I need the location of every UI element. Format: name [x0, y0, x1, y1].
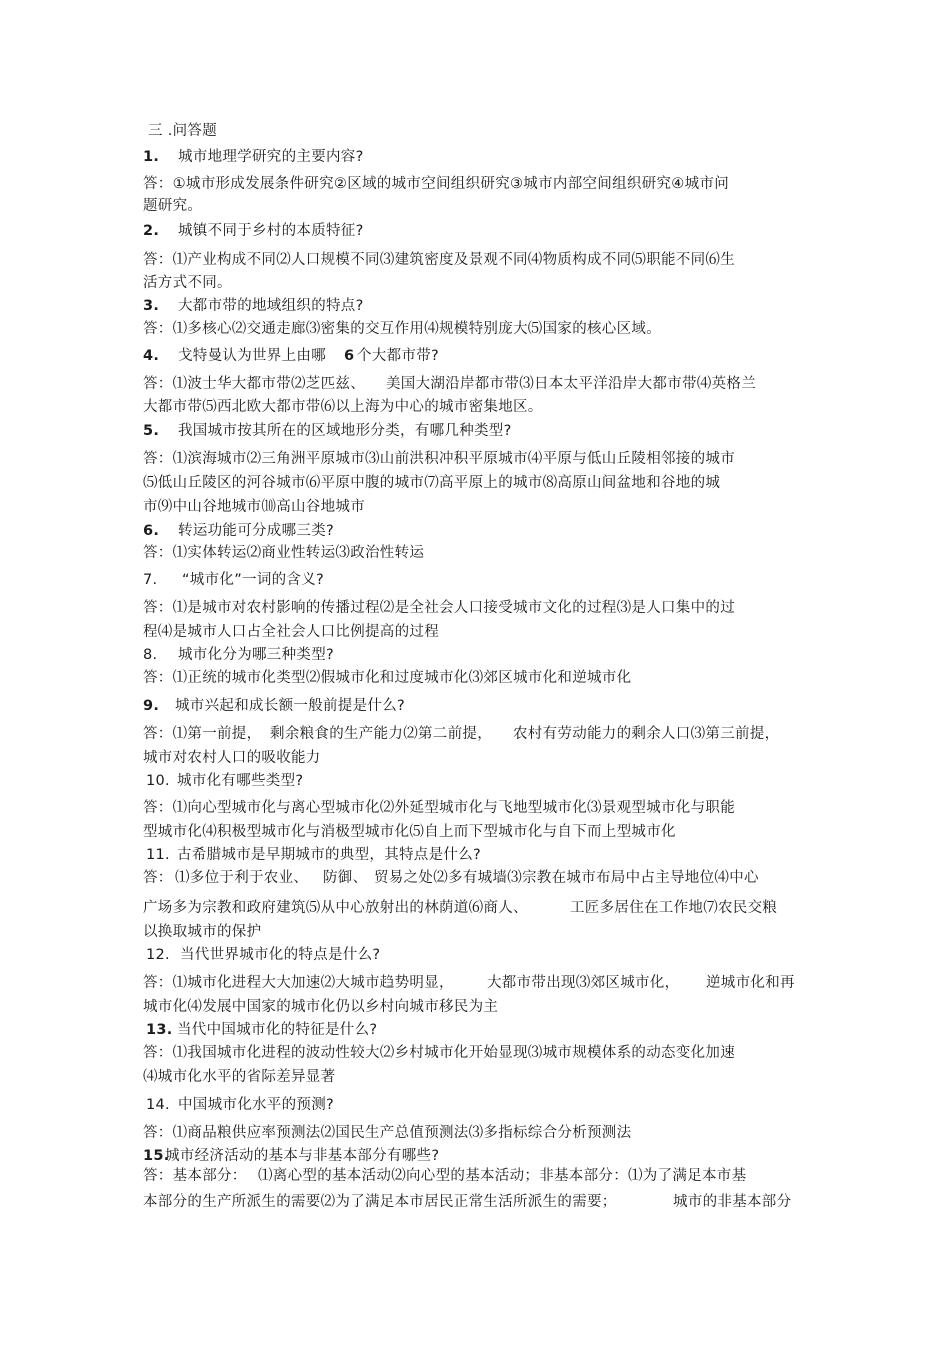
answer-segment: 工匠多居住在工作地⑺农民交粮 — [570, 900, 778, 916]
answer-line: 市⑼中山谷地城市⑽高山谷地城市 — [143, 499, 365, 515]
answer-line: 答：⑴产业构成不同⑵人口规模不同⑶建筑密度及景观不同⑷物质构成不同⑸职能不同⑹生 — [143, 252, 735, 268]
question-number: 8. — [143, 647, 158, 663]
question-number: 10. — [146, 773, 170, 789]
answer-segment: 答：⑴第一前提， — [143, 726, 262, 742]
answer-segment: 大都市带出现⑶郊区城市化， — [487, 975, 680, 991]
question-text: 当代中国城市化的特征是什么? — [177, 1022, 378, 1038]
question-text: 中国城市化水平的预测? — [178, 1097, 334, 1113]
answer-line: 答：⑴向心型城市化与离心型城市化⑵外延型城市化与飞地型城市化⑶景观型城市化与职能 — [143, 800, 735, 816]
answer-segment: 答：基本部分： — [143, 1168, 247, 1184]
answer-line: 以换取城市的保护 — [143, 924, 262, 940]
question-number: 12. — [146, 947, 170, 963]
answer-line: 答：⑴滨海城市⑵三角洲平原城市⑶山前洪积冲积平原城市⑷平原与低山丘陵相邻接的城市 — [143, 451, 735, 467]
answer-segment: ⑴离心型的基本活动⑵向心型的基本活动；非基本部分：⑴为了满足本市基 — [258, 1168, 747, 1184]
question-text: 城市化有哪些类型? — [177, 773, 304, 789]
question-number: 6. — [143, 523, 160, 539]
answer-line: 答：⑴商品粮供应率预测法⑵国民生产总值预测法⑶多指标综合分析预测法 — [143, 1125, 632, 1141]
question-number: 9. — [143, 698, 160, 714]
answer-segment: 防御、 — [323, 870, 368, 886]
answer-line: 答：⑴多核心⑵交通走廊⑶密集的交互作用⑷规模特别庞大⑸国家的核心区域。 — [143, 321, 661, 337]
answer-line: 大都市带⑸西北欧大都市带⑹以上海为中心的城市密集地区。 — [143, 399, 543, 415]
answer-segment: 逆城市化和再 — [706, 975, 795, 991]
section-title: 三 .问答题 — [148, 123, 218, 139]
question-number: 15. — [143, 1148, 170, 1164]
question-text: 城市化分为哪三种类型? — [178, 647, 334, 663]
question-count: 6 — [344, 348, 355, 364]
answer-line: 城市化⑷发展中国家的城市化仍以乡村向城市移民为主 — [143, 999, 499, 1015]
question-number: 1. — [143, 149, 160, 165]
answer-segment: 贸易之处⑵多有城墙⑶宗教在城市布局中占主导地位⑷中心 — [374, 870, 759, 886]
question-text: 城市地理学研究的主要内容? — [178, 149, 364, 165]
question-text: 转运功能可分成哪三类? — [178, 523, 334, 539]
answer-line: 题研究。 — [143, 198, 203, 214]
question-text: 我国城市按其所在的区域地形分类，有哪几种类型? — [178, 423, 512, 439]
answer-segment: 本部分的生产所派生的需要⑵为了满足本市居民正常生活所派生的需要； — [143, 1194, 617, 1210]
question-text: 城市经济活动的基本与非基本部分有哪些? — [165, 1148, 440, 1164]
question-number: 4. — [143, 348, 160, 364]
question-number: 2. — [143, 223, 160, 239]
question-number: 5. — [143, 423, 160, 439]
question-text: 城市兴起和成长额一般前提是什么? — [175, 698, 405, 714]
answer-segment: 农村有劳动能力的剩余人口⑶第三前提， — [513, 726, 780, 742]
answer-line: ⑸低山丘陵区的河谷城市⑹平原中腹的城市⑺高平原上的城市⑻高原山间盆地和谷地的城 — [143, 475, 721, 491]
answer-line: 型城市化⑷积极型城市化与消极型城市化⑸自上而下型城市化与自下而上型城市化 — [143, 824, 676, 840]
question-text-tail: 个大都市带? — [357, 348, 439, 364]
answer-segment: 答：⑴波士华大都市带⑵芝匹兹、 — [143, 376, 365, 392]
answer-line: 活方式不同。 — [143, 275, 232, 291]
answer-segment: 城市的非基本部分 — [673, 1194, 792, 1210]
question-text: “城市化”一词的含义? — [182, 572, 325, 588]
answer-line: ⑷城市化水平的省际差异显著 — [143, 1069, 336, 1085]
question-text: 当代世界城市化的特点是什么? — [180, 947, 381, 963]
question-text: 大都市带的地域组织的特点? — [178, 298, 364, 314]
question-number: 7. — [143, 572, 158, 588]
answer-line: 程⑷是城市人口占全社会人口比例提高的过程 — [143, 624, 439, 640]
answer-line: 城市对农村人口的吸收能力 — [143, 750, 321, 766]
answer-segment: 剩余粮食的生产能力⑵第二前提， — [270, 726, 492, 742]
answer-line: 答：⑴实体转运⑵商业性转运⑶政治性转运 — [143, 545, 425, 561]
answer-line: 答：⑴我国城市化进程的波动性较大⑵乡村城市化开始显现⑶城市规模体系的动态变化加速 — [143, 1045, 735, 1061]
question-text: 戈特曼认为世界上由哪 — [178, 348, 326, 364]
question-text: 古希腊城市是早期城市的典型，其特点是什么? — [177, 847, 481, 863]
answer-segment: 答：⑴城市化进程大大加速⑵大城市趋势明显， — [143, 975, 454, 991]
answer-segment: 答： — [143, 870, 173, 886]
answer-line: 答：⑴是城市对农村影响的传播过程⑵是全社会人口接受城市文化的过程⑶是人口集中的过 — [143, 600, 735, 616]
answer-segment: 美国大湖沿岸都市带⑶日本太平洋沿岸大都市带⑷英格兰 — [386, 376, 756, 392]
question-number: 13. — [146, 1022, 173, 1038]
question-text: 城镇不同于乡村的本质特征? — [178, 223, 364, 239]
question-number: 11. — [146, 847, 170, 863]
answer-line: 答：⑴正统的城市化类型⑵假城市化和过度城市化⑶郊区城市化和逆城市化 — [143, 670, 632, 686]
answer-segment: 广场多为宗教和政府建筑⑸从中心放射出的林荫道⑹商人、 — [143, 900, 528, 916]
question-number: 3. — [143, 298, 160, 314]
answer-line: 答：①城市形成发展条件研究②区域的城市空间组织研究③城市内部空间组织研究④城市问 — [143, 176, 729, 192]
answer-segment: ⑴多位于利于农业、 — [175, 870, 309, 886]
question-number: 14. — [146, 1097, 170, 1113]
